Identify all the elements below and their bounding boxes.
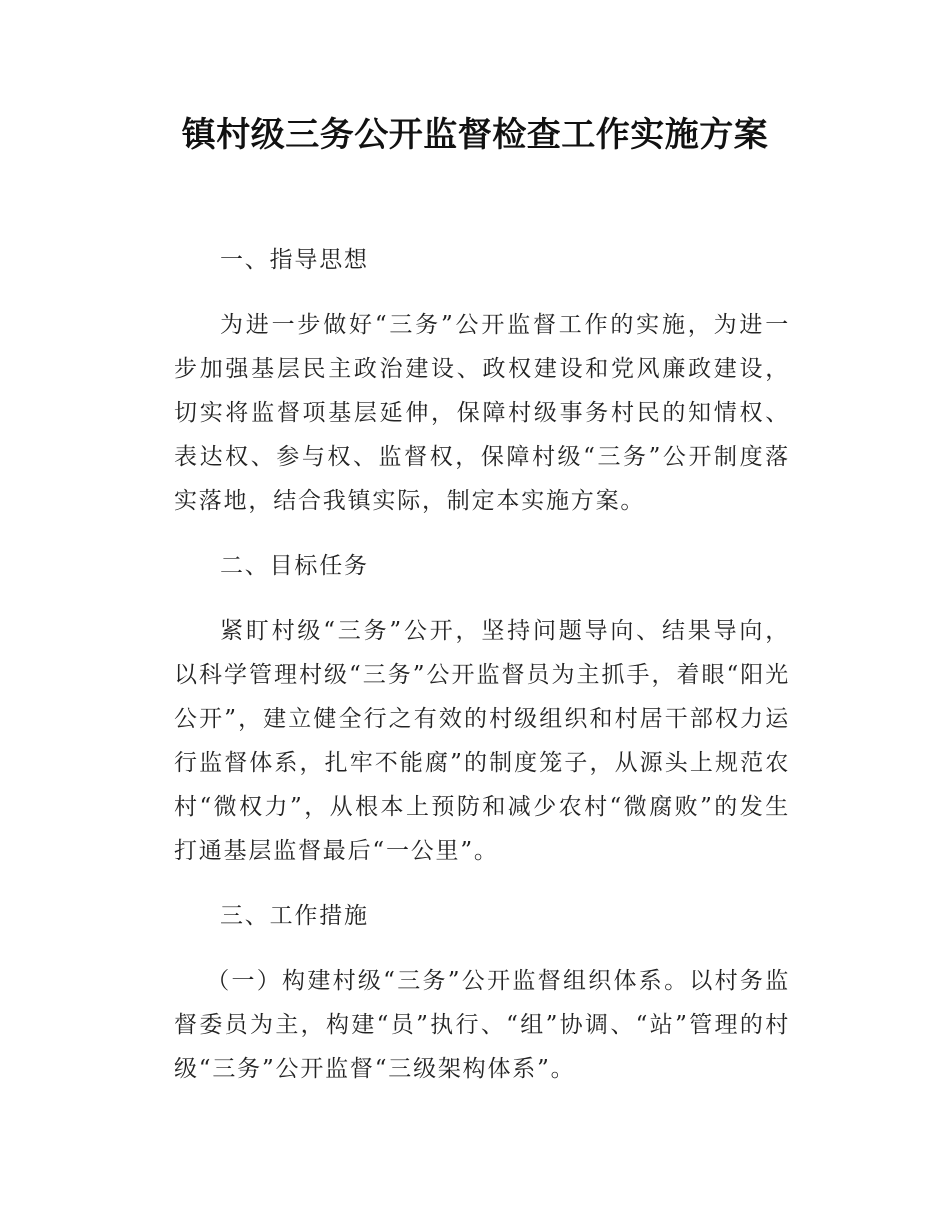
section-heading-goals-tasks: 二、目标任务	[220, 553, 369, 579]
paragraph-guiding-ideology: 为进一步做好“三务”公开监督工作的实施，为进一步加强基层民主政治建设、政权建设和党风廉政建设，切实将监督项基层延伸，保障村级事务村民的知情权、表达权、参与权、监督权，保障村级“三务”公开制度落实落地，结合我镇实际，制定本实施方案。	[174, 312, 790, 514]
document-body	[174, 238, 790, 1091]
document-title: 镇村级三务公开监督检查工作实施方案	[181, 115, 769, 155]
paragraph-work-measures: （一）构建村级“三务”公开监督组织体系。以村务监督委员为主，构建“员”执行、“组”协调、“站”管理的村级“三务”公开监督“三级架构体系”。	[174, 968, 790, 1082]
paragraph-goals-tasks: 紧盯村级“三务”公开，坚持问题导向、结果导向，以科学管理村级“三务”公开监督员为主抓手，着眼“阳光公开”，建立健全行之有效的村级组织和村居干部权力运行监督体系，扎牢不能腐”的制度笼子，从源头上规范农村“微权力”，从根本上预防和减少农村“微腐败”的发生打通基层监督最后“一公里”。	[174, 618, 790, 864]
section-heading-guiding-ideology: 一、指导思想	[220, 247, 369, 273]
section-heading-work-measures: 三、工作措施	[220, 903, 369, 929]
